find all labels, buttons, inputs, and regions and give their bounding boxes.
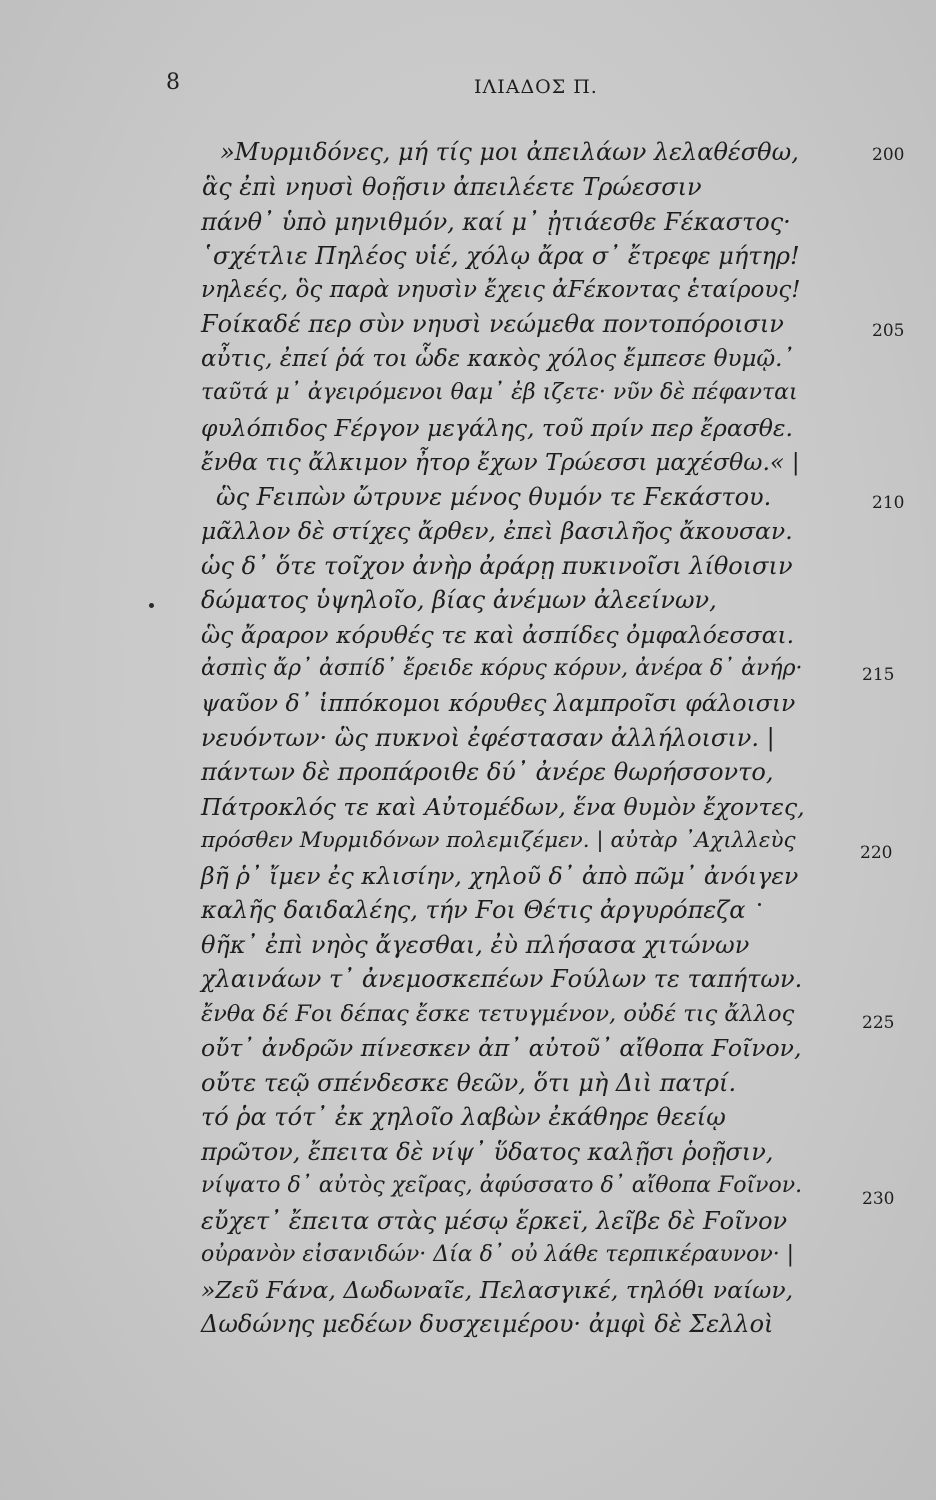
verse-line: ἔνθα δέ Ϝοι δέπας ἔσκε τετυγμένον, οὐδέ τις ἄλλος [201,1001,795,1027]
line-number: 210 [872,493,905,513]
verse-line: πρῶτον, ἔπειτα δὲ νίψ᾽ ὕδατος καλῇσι ῥοῇσιν, [201,1138,774,1166]
verse-line: φυλόπιδος Ϝέργον μεγάλης, τοῦ πρίν περ ἔρασθε. [201,414,793,442]
verse-line: ὣς ἄραρον κόρυθές τε καὶ ἀσπίδες ὀμφαλόεσσαι. [201,621,795,649]
verse-line: τό ῥα τότ᾽ ἐκ χηλοῖο λαβὼν ἐκάθηρε θεείῳ [201,1103,726,1131]
verse-line: πρόσθεν Μυρμιδόνων πολεμιζέμεν. | αὐτὰρ ᾽Αχιλλεὺς [201,828,796,853]
line-number: 200 [872,145,905,165]
line-number: 205 [872,321,905,341]
print-speck [149,603,154,608]
line-number: 225 [862,1013,895,1033]
verse-line: ψαῦον δ᾽ ἱππόκομοι κόρυθες λαμπροῖσι φάλοισιν [201,689,796,717]
verse-line: ῾σχέτλιε Πηλέος υἱέ, χόλῳ ἄρα σ᾽ ἔτρεφε μήτηρ! [201,242,800,270]
verse-line: οὔτε τεῷ σπένδεσκε θεῶν, ὅτι μὴ Διὶ πατρί. [201,1069,737,1097]
verse-line: θῆκ᾽ ἐπὶ νηὸς ἄγεσθαι, ἐὺ πλήσασα χιτώνων [201,931,750,959]
verse-line: νίψατο δ᾽ αὐτὸς χεῖρας, ἀφύσσατο δ᾽ αἴθοπα Ϝοῖνον. [201,1173,803,1198]
verse-line: μᾶλλον δὲ στίχες ἄρθεν, ἐπεὶ βασιλῆος ἄκουσαν. [201,517,793,545]
verse-line: ὡς δ᾽ ὅτε τοῖχον ἀνὴρ ἀράρῃ πυκινοῖσι λίθοισιν [201,552,793,580]
verse-line: »Ζεῦ Ϝάνα, Δωδωναῖε, Πελασγικέ, τηλόθι ναίων, [201,1276,794,1304]
verse-line: οὔτ᾽ ἀνδρῶν πίνεσκεν ἀπ᾽ αὐτοῦ᾽ αἴθοπα Ϝοῖνον, [201,1034,802,1062]
verse-line: ὣς Ϝειπὼν ὤτρυνε μένος θυμόν τε Ϝεκάστου. [216,483,772,511]
verse-line: πάνθ᾽ ὑπὸ μηνιθμόν, καί μ᾽ ᾐτιάεσθε Ϝέκαστος· [201,208,791,236]
verse-line: αὖτις, ἐπεί ῥά τοι ὧδε κακὸς χόλος ἔμπεσε θυμῷ.᾽ [201,346,794,372]
verse-line: »Μυρμιδόνες, μή τίς μοι ἀπειλάων λελαθέσθω, [220,138,799,166]
verse-line: νηλεές, ὃς παρὰ νηυσὶν ἔχεις ἀϜέκοντας ἑταίρους! [201,277,801,303]
verse-line: καλῆς δαιδαλέης, τήν Ϝοι Θέτις ἀργυρόπεζα [201,896,746,924]
line-number: 215 [862,665,895,685]
print-speck [758,903,761,906]
line-number: 220 [860,843,893,863]
verse-line: ταῦτά μ᾽ ἀγειρόμενοι θαμ᾽ ἐβ ιζετε· νῦν δὲ πέφανται [201,380,798,405]
verse-line: εὔχετ᾽ ἔπειτα στὰς μέσῳ ἕρκεϊ, λεῖβε δὲ Ϝοῖνον [201,1207,788,1235]
running-head: ΙΛΙΑΔΟΣ Π. [474,76,598,98]
page-number: 8 [166,70,180,95]
verse-line: οὐρανὸν εἰσανιδών· Δία δ᾽ οὐ λάθε τερπικέραυνον· | [201,1242,795,1267]
line-number: 230 [862,1189,895,1209]
verse-line: Ϝοίκαδέ περ σὺν νηυσὶ νεώμεθα ποντοπόροισιν [201,310,784,338]
verse-line: χλαινάων τ᾽ ἀνεμοσκεπέων Ϝούλων τε ταπήτων. [201,965,803,993]
verse-line: νευόντων· ὣς πυκνοὶ ἐφέστασαν ἀλλήλοισιν. | [201,724,775,752]
verse-line: δώματος ὑψηλοῖο, βίας ἀνέμων ἀλεείνων, [201,586,717,614]
verse-line: Δωδώνης μεδέων δυσχειμέρου· ἀμφὶ δὲ Σελλοὶ [201,1310,774,1338]
verse-line: ἃς ἐπὶ νηυσὶ θοῇσιν ἀπειλέετε Τρώεσσιν [202,173,702,201]
verse-line: Πάτροκλός τε καὶ Αὐτομέδων, ἕνα θυμὸν ἔχοντες, [201,793,805,821]
verse-line: βῆ ῥ᾽ ἴμεν ἐς κλισίην, χηλοῦ δ᾽ ἀπὸ πῶμ᾽ ἀνόιγεν [201,862,799,890]
verse-line: ἀσπὶς ἄρ᾽ ἀσπίδ᾽ ἔρειδε κόρυς κόρυν, ἀνέρα δ᾽ ἀνήρ· [201,656,803,681]
verse-line: πάντων δὲ προπάροιθε δύ᾽ ἀνέρε θωρήσσοντο, [201,758,774,786]
verse-line: ἔνθα τις ἄλκιμον ἦτορ ἔχων Τρώεσσι μαχέσθω.« | [201,448,800,476]
